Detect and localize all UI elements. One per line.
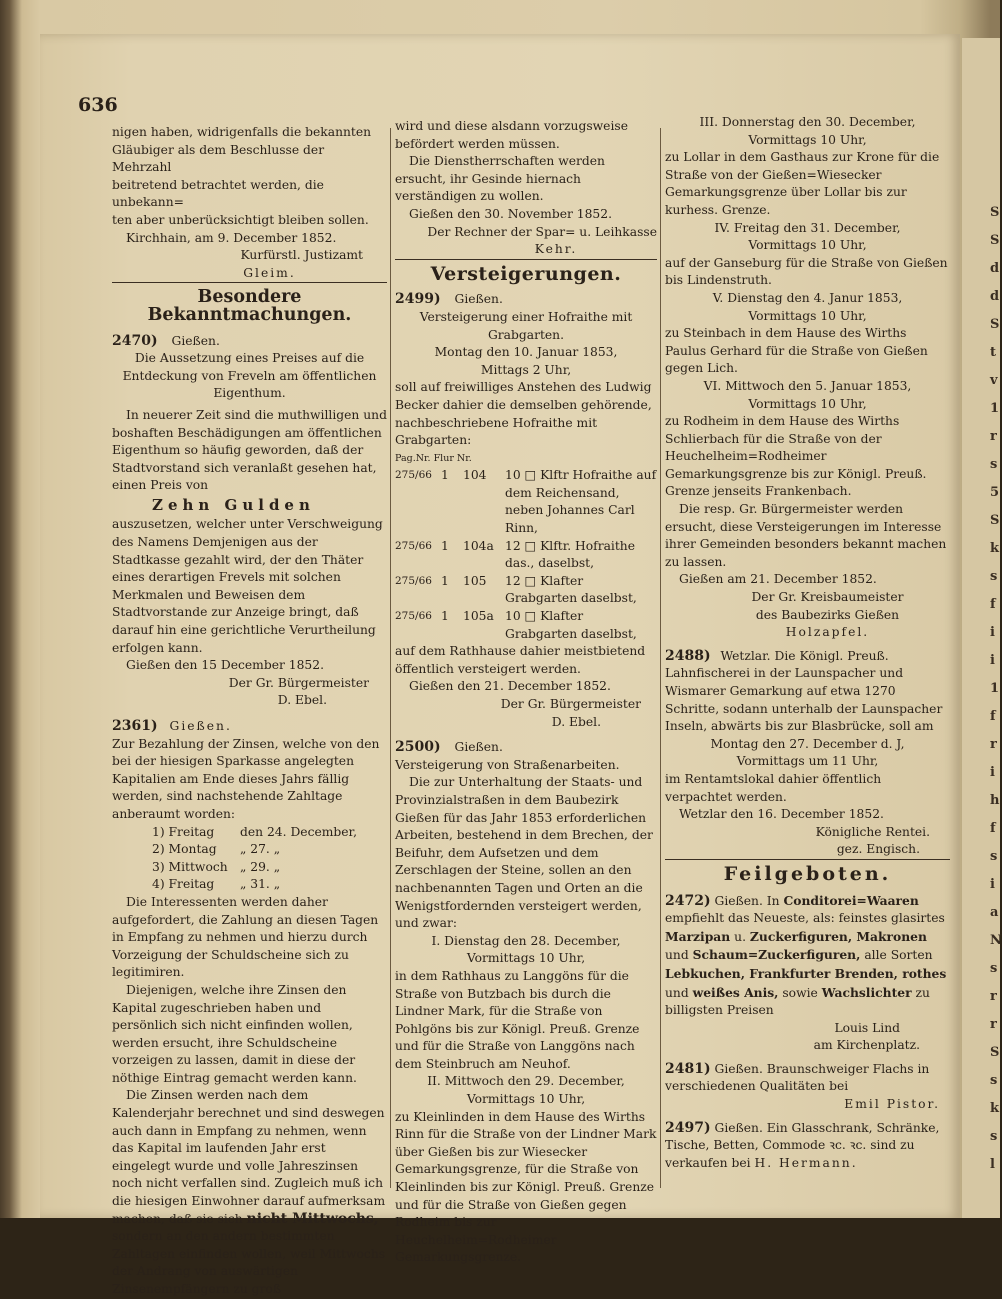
notice-text: auf dem Rathhause dahier meistbietend öffentlich versteigert werden. [395,644,646,676]
notice-text-part: zu billigsten Preisen [665,985,930,1018]
next-page-fragment: t [990,345,997,360]
notice-text: zu Kleinlinden in dem Hause des Wirths Rinn für die Straße von der Lindner Mark über Gießen bis zur Wiesecker Gemarkungsgrenze, für die Straße von Kleinlinden bis zur Königl. Preuß. Grenze und für die Straße von Gießen gegen Rodheim bis zur Heuchelheim=Rodheimer Gemarkungsgrenze. [395,1109,657,1265]
table-row [395,608,657,643]
auction-date: I. Dienstag den 28. December, [431,933,621,948]
signature-title: des Baubezirks Gießen [755,607,900,622]
next-page-fragment: f [990,821,996,836]
next-page-fragment: f [990,709,996,724]
notice-text-part: alle Sorten [864,948,933,963]
text-line: nigen haben, widrigenfalls die bekannten [112,125,372,139]
weekday: 4) Freitag [152,877,215,892]
notice-text-part: u. [734,929,746,944]
page-number: 636 [78,94,118,116]
date-line: Gießen am 21. December 1852. [679,572,877,587]
signature-name: Emil Pistor. [844,1097,940,1112]
signer: Gleim. [243,265,296,280]
notice-number: 2472) [665,892,711,909]
emphasis: Marzipan [665,928,731,944]
signature-title: Der Rechner der Spar= u. Leihkasse [427,224,657,239]
next-page-fragment: l [990,1157,995,1172]
signature-title: Königliche Rentei. [815,824,930,839]
date-line: Gießen den 21. December 1852. [409,679,611,694]
column-divider [390,128,391,1188]
next-page-fragment: s [990,961,998,976]
date: „ 31. „ [240,877,281,892]
next-page-fragment: d [990,289,1000,304]
notice-text-part: und [665,948,689,963]
parcel-number: 105 [463,573,487,588]
section-heading: Versteigerungen. [430,262,622,285]
notice-2472 [665,892,950,1055]
auction-time: Vormittags 10 Uhr, [748,308,867,323]
next-page-fragment: r [990,737,997,752]
notice-place: Gießen. [171,333,220,348]
auction-date: IV. Freitag den 31. December, [714,220,901,235]
parcel-number: 104a [463,538,494,553]
notice-place: Gießen. [169,719,232,733]
notice-number: 2361) [112,718,158,734]
page-ref: 275/66 [395,539,432,552]
column-1 [112,124,387,1299]
table-row [395,467,657,537]
payment-dates [112,824,387,894]
emphasis: Conditorei=Waaren [783,892,919,908]
next-page-fragment: s [990,849,998,864]
date-line: Gießen den 15 December 1852. [126,658,324,673]
weekday: 1) Freitag [152,824,215,839]
notice-title: Versteigerung einer Hofraithe mit Grabgarten. [419,309,633,342]
next-page-fragment: s [990,1073,998,1088]
next-page-fragment: S [990,205,1000,220]
next-page-fragment: i [990,765,995,780]
next-page-fragment: r [990,429,997,444]
notice-2500 [395,739,657,1267]
date-line: Kirchhain, am 9. December 1852. [126,230,337,245]
signature-title: Der Gr. Bürgermeister [228,675,369,690]
auction-time: Vormittags 10 Uhr, [466,951,586,966]
emphasis: weißes Anis, [692,984,779,1000]
notice-place: Gießen. [714,1061,763,1076]
emphasis: nicht Mittwochs, [246,1210,379,1227]
notice-text: Die Interessenten werden daher aufgefordert, die Zahlung an diesen Tagen in Empfang zu nehmen und hierzu durch Vorzeigung der Schuldscheine sich zu legitimiren. [112,894,379,980]
emphasis: Lebkuchen, Frankfurter Brenden, rothes [665,965,947,981]
next-page-fragment: h [990,793,1000,808]
parcel-description: 10 □ Klftr Hofraithe auf dem Reichensand, neben Johannes Carl Rinn, [505,468,657,536]
next-page-fragment: k [990,1101,1000,1116]
text-line: ten aber unberücksichtigt bleiben sollen. [112,212,369,227]
notice-text: Zur Bezahlung der Zinsen, welche von den bei der hiesigen Sparkasse angelegten Kapitalien am Ende dieses Jahrs fällig werden, sind nachstehende Zahltage anberaumt worden: [112,736,380,821]
next-page-fragment: S [990,317,1000,332]
notice-text: soll auf freiwilliges Anstehen des Ludwig Becker dahier die demselben gehörende, nachbeschriebene Hofraithe mit Grabgarten: [395,380,652,448]
signature-name: Louis Lind [834,1020,900,1035]
divider [665,859,950,860]
signature-title: Der Gr. Kreisbaumeister [751,590,904,605]
parcel-description: 12 □ Klftr. Hofraithe das., daselbst, [505,538,635,571]
flur: 1 [441,573,449,588]
signature-name: H. Hermann. [754,1155,858,1170]
notice-text-part: In [766,893,780,908]
notice-number: 2488) [665,647,711,664]
payment-date-row [152,876,387,894]
next-page-fragment: i [990,625,995,640]
parcel-table [395,467,657,643]
auction-time: Mittags 2 Uhr, [480,362,572,377]
notice-text: In neuerer Zeit sind die muthwilligen und boshaften Beschädigungen am öffentlichen Eigenthum so häufig geworden, daß der Stadtvorstand sich veranlaßt gesehen hat, einen Preis von [112,407,387,493]
text-line: beitretend betrachtet werden, die unbekann= [112,177,324,210]
signature-name: gez. Engisch. [836,842,920,857]
page-ref: 275/66 [395,610,432,623]
next-page-fragment: 1 [990,401,1000,416]
table-row [395,538,657,573]
page-ref: 275/66 [395,469,432,482]
notice-text: Ein Glasschrank, Schränke, Tische, Betten, Commode ꝛc. ꝛc. sind zu verkaufen bei [665,1120,940,1170]
column-2 [395,118,657,1267]
notice-2499 [395,291,657,731]
text-line: Gläubiger als dem Beschlusse der Mehrzahl [112,142,325,175]
notice-number: 2497) [665,1119,711,1136]
flur: 1 [441,609,449,624]
notice-place: Gießen. [714,1120,763,1135]
notice-text: zu Steinbach in dem Hause des Wirths Paulus Gerhard für die Straße von Gießen gegen Lich. [665,326,928,376]
column-divider [660,128,661,1188]
signature-name: D. Ebel. [277,693,327,708]
notice-text-part: sowie [782,985,818,1000]
notice-2481 [665,1061,950,1114]
next-page-fragment: S [990,513,1000,528]
notice-text: auszusetzen, welcher unter Verschweigung des Namens Demjenigen aus der Stadtkasse gezahlt wird, der den Thäter eines derartigen Frevels mit solchen Merkmalen und Beweisen dem Stadtvorstande zur Anzeige bringt, daß darauf hin eine gerichtliche Verurtheilung erfolgen kann. [112,517,383,655]
notice-text-part: empfiehlt das Neueste, als: feinstes glasirtes [665,911,945,926]
next-page-fragment: d [990,261,1000,276]
next-page-fragment: i [990,653,995,668]
next-page-fragment: k [990,541,1000,556]
auction-date: II. Mittwoch den 29. December, [427,1074,625,1089]
weekday: 2) Montag [152,842,217,857]
signature-title: Der Gr. Bürgermeister [500,697,641,711]
notice-text: Die zur Unterhaltung der Staats- und Provinzialstraßen in dem Baubezirk Gießen für das Jahr 1853 erforderlichen Arbeiten, bestehend in dem Brechen, der Beifuhr, dem Aufsetzen und dem Zerschlagen der Steine, sollen an den nachbenannten Tagen und Orten an die Wenigstfordernden versteigert werden, und zwar: [395,775,653,931]
parcel-number: 105a [463,609,494,624]
date: „ 29. „ [240,859,281,874]
notice-number: 2500) [395,739,441,756]
next-page-fragment: N [990,933,1002,948]
next-page-fragment: S [990,1045,1000,1060]
notice-place: Gießen. [454,740,503,755]
divider [112,282,387,283]
notice-text: Die Königl. Preuß. Lahnfischerei in der Launspacher und Wismarer Gemarkung auf etwa 1270 Schritte, sodann unterhalb der Launspacher Inseln, abwärts bis zur Blasbrücke, soll am [665,648,943,734]
signature-name: D. Ebel. [551,714,601,729]
auction-time: Vormittags 10 Uhr, [748,132,867,147]
notice-2488 [665,648,950,859]
auction-date: Montag den 10. Januar 1853, [434,345,618,360]
notice-place: Gießen. [454,292,503,307]
notice-number: 2499) [395,291,441,308]
table-row [395,573,657,608]
signature-name: Kehr. [534,242,578,257]
payment-date-row [152,824,387,842]
emphasis: Wachslichter [821,984,912,1000]
flur: 1 [441,468,449,483]
emphasis: Schaum=Zuckerfiguren, [692,947,861,963]
parcel-number: 104 [463,468,487,483]
notice-number: 2481) [665,1060,711,1077]
date-line: Wetzlar den 16. December 1852. [679,807,884,822]
next-page-fragment: f [990,597,996,612]
next-page-fragment: 1 [990,681,1000,696]
next-page-fragment: s [990,457,998,472]
next-page-fragment: s [990,569,998,584]
divider [395,259,657,260]
next-page-fragment: r [990,989,997,1004]
date: den 24. December, [240,824,357,839]
notice-text: Die Dienstherrschaften werden ersucht, ihr Gesinde hiernach verständigen zu wollen. [395,154,605,204]
auction-date: III. Donnerstag den 30. December, [699,115,916,129]
notice-place: Gießen. [714,893,763,908]
notice-text-part: sondern an den andern bestimmten Zahltagen einfinden wollen, weil Mittwochs der Andrang von auswärtigen Zinsenempfängern zu groß [112,1229,386,1296]
notice-text-part: Die Zinsen werden nach dem Kalenderjahr berechnet und sind deswegen auch dann in Empfang zu nehmen, wenn das Kapital im laufenden Jahr erst eingelegt wurde und volle Jahreszinsen noch nicht verfallen sind. Zugleich muß ich die hiesigen Einwohner darauf aufmerksam machen, daß sie sich [112,1088,386,1226]
payment-date-row [152,841,387,859]
auction-date: V. Dienstag den 4. Janur 1853, [712,290,903,305]
notice-text: wird und diese alsdann vorzugsweise befördert werden müssen. [395,119,628,151]
office: Kurfürstl. Justizamt [240,248,363,263]
auction-date: Montag den 27. December d. J, [710,736,905,751]
notice-text-part: und [665,985,689,1000]
notice-text: zu Lollar in dem Gasthaus zur Krone für die Straße von der Gießen=Wiesecker Gemarkungsgrenze über Lollar bis zur kurhess. Grenze. [665,150,940,217]
next-page-fragment: i [990,877,995,892]
notice-text: zu Rodheim in dem Hause des Wirths Schlierbach für die Straße von der Heuchelheim=Rodheimer Gemarkungsgrenze bis zur Königl. Preuß. Grenze jenseits Frankenbach. [665,414,927,499]
next-page-fragment: a [990,905,999,920]
section-heading: Feilgeboten. [723,862,892,885]
next-page-fragment: 5 [990,485,1000,500]
notice-2361 [112,718,387,1299]
notice-text: auf der Ganseburg für die Straße von Gießen bis Lindenstruth. [665,255,948,288]
notice-text [112,1087,387,1298]
notice-text: Die resp. Gr. Bürgermeister werden ersucht, diese Versteigerungen im Interesse ihrer Gemeinden besonders bekannt machen zu lassen. [665,502,947,569]
notice-text: Braunschweiger Flachs in verschiedenen Qualitäten bei [665,1061,930,1094]
section-heading: Besondere Bekanntmachungen. [147,287,352,325]
auction-time: Vormittags 10 Uhr, [748,396,867,411]
notice-text: in dem Rathhaus zu Langgöns für die Straße von Butzbach bis durch die Lindner Mark, für die Straße von Pohlgöns bis zur Königl. Preuß. Grenze und für die Straße von Langgöns nach dem Steinbruch am Neuhof. [395,968,640,1071]
signature-name: Holzapfel. [785,625,870,640]
auction-time: Vormittags 10 Uhr, [748,238,867,253]
weekday: 3) Mittwoch [152,859,228,874]
payment-date-row [152,859,387,877]
column-3 [665,114,950,1172]
signature-address: am Kirchenplatz. [813,1038,920,1053]
flur: 1 [441,538,449,553]
notice-title: Die Aussetzung eines Preises auf die Entdeckung von Freveln am öffentlichen Eigenthum. [122,351,377,401]
date-line: Gießen den 30. November 1852. [409,206,612,221]
notice-place: Wetzlar. [720,648,771,663]
date: „ 27. „ [240,842,281,857]
parcel-description: 12 □ Klafter Grabgarten daselbst, [505,573,637,606]
notice-text: im Rentamtslokal dahier öffentlich verpachtet werden. [665,771,882,804]
auction-time: Vormittags um 11 Uhr, [736,754,879,769]
next-page-fragment: v [990,373,998,388]
emphasis: Zuckerfiguren, Makronen [749,928,927,944]
page-ref: 275/66 [395,574,432,587]
table-header: Pag.Nr. Flur Nr. [395,452,472,464]
prize-amount: Zehn Gulden [152,495,315,514]
next-page-fragment: r [990,1017,997,1032]
notice-2497 [665,1120,950,1173]
notice-number: 2470) [112,332,158,349]
auction-time: Vormittags 10 Uhr, [466,1092,586,1107]
next-page-fragment: s [990,1129,998,1144]
notice-2470 [112,333,387,710]
parcel-description: 10 □ Klafter Grabgarten daselbst, [505,609,637,641]
next-page-fragment: S [990,233,1000,248]
notice-title: Versteigerung von Straßenarbeiten. [395,757,620,772]
notice-text: Diejenigen, welche ihre Zinsen den Kapital zugeschrieben haben und persönlich sich nicht einfinden wollen, werden ersucht, ihre Schuldscheine vorzeigen zu lassen, damit in diese der nöthige Eintrag gemacht werden kann. [112,982,357,1085]
auction-date: VI. Mittwoch den 5. Januar 1853, [703,378,912,393]
